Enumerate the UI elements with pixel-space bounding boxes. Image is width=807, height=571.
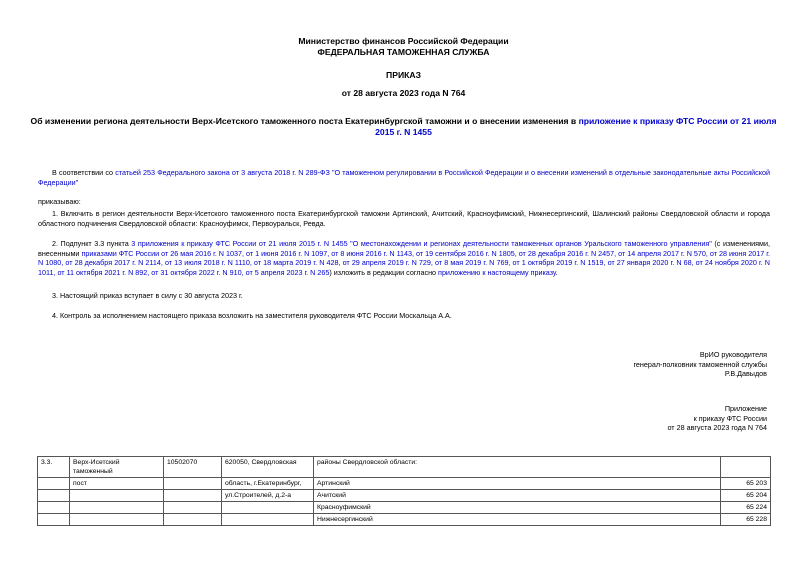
table-cell: 10502070 [164, 457, 222, 478]
document-type: ПРИКАЗ [386, 70, 421, 80]
table-cell [38, 514, 70, 526]
preamble-text: В соответствии со [52, 168, 116, 177]
table-cell: 3.3. [38, 457, 70, 478]
table-cell: 620050, Свердловская [222, 457, 314, 478]
table-cell [70, 490, 164, 502]
appendix-order-link[interactable]: 3 приложения к приказу ФТС России от 21 июля 2015 г. N 1455 "О местонахождении и регионах деятельности таможенных органов Уральского таможенного управления" [131, 239, 712, 248]
table-cell [70, 514, 164, 526]
signature-rank: генерал-полковник таможенной службы [633, 359, 767, 369]
table-row [38, 490, 771, 502]
signature-position: ВрИО руководителя [699, 350, 767, 359]
table-cell: 65 224 [721, 502, 771, 514]
item-2-text-b: (с изменениями, внесенными [38, 239, 770, 258]
appendix-ref: к приказу ФТС России [693, 413, 767, 423]
table-cell: Ачитский [314, 490, 721, 502]
item-2-text-c: ) изложить в редакции согласно [329, 268, 439, 278]
service-name: ФЕДЕРАЛЬНАЯ ТАМОЖЕННАЯ СЛУЖБА [317, 47, 490, 57]
amending-orders-link[interactable]: приказами ФТС России от 26 мая 2016 г. N 1037, от 1 июня 2016 г. N 1097, от 8 июня 2016 г. N 1143, от 19 сентября 2016 г. N 1805, от 28 декабря 2016 г. N 2457, от 14 апреля 2017 г. N 570, от 28 июня 2017 г. N 1080, от 28 декабря 2017 г. N 2114, от 13 июля 2018 г. N 1110, от 18 марта 2019 г. N 428, от 29 апреля 2019 г. N 729, от 8 мая 2019 г. N 769, от 1 октября 2019 г. N 1519, от 27 января 2020 г. N 68, от 24 ноября 2020 г. N 1011, от 11 октября 2021 г. N 892, от 31 октября 2022 г. N 910, от 5 апреля 2023 г. N 265 [38, 248, 770, 278]
signature-block [467, 350, 767, 379]
table-cell [38, 490, 70, 502]
table-cell: районы Свердловской области: [314, 457, 721, 478]
table-row [38, 502, 771, 514]
paragraph-order: приказываю: [38, 197, 81, 206]
table-cell [222, 514, 314, 526]
ministry-name: Министерство финансов Российской Федерации [298, 36, 509, 46]
item-2-text-d: . [555, 268, 558, 278]
table-cell: 65 203 [721, 478, 771, 490]
table-cell [164, 514, 222, 526]
table-cell: Верх-Исетский таможенный [70, 457, 164, 478]
table-cell [38, 478, 70, 490]
table-cell: Нижнесергинский [314, 514, 721, 526]
table-row [38, 514, 771, 526]
table-cell [70, 502, 164, 514]
paragraph-item-1: 1. Включить в регион деятельности Верх-Исетского таможенного поста Екатеринбургской таможни Артинский, Ачитский, Красноуфимский, Нижнесергинский, Шалинский районы Свердловской области и города областного подчинения Свердловской области: Красноуфимск, Первоуральск, Ревда. [38, 209, 770, 228]
table-cell [164, 478, 222, 490]
table-cell: Артинский [314, 478, 721, 490]
item-2-text-a: 2. Подпункт 3.3 пункта [52, 239, 132, 248]
table-cell [38, 502, 70, 514]
paragraph-item-4: 4. Контроль за исполнением настоящего приказа возложить на заместителя руководителя ФТС России Москальца А.А. [52, 311, 452, 320]
table-cell: Красноуфимский [314, 502, 721, 514]
appendix-date: от 28 августа 2023 года N 764 [667, 423, 767, 433]
title-link[interactable]: приложение к приказу ФТС России от 21 июля 2015 г. N 1455 [375, 116, 777, 137]
table-cell: пост [70, 478, 164, 490]
document-title [30, 116, 777, 138]
title-text: Об изменении региона деятельности Верх-Исетского таможенного поста Екатеринбургской таможни и о внесении изменения в [30, 116, 579, 126]
table-cell: область, г.Екатеринбург, [222, 478, 314, 490]
table-cell [164, 502, 222, 514]
table-cell [164, 490, 222, 502]
document-header [0, 36, 807, 58]
signature-name: Р.В.Давыдов [724, 369, 767, 379]
table-row [38, 478, 771, 490]
table-cell: ул.Строителей, д.2-а [222, 490, 314, 502]
appendix-link[interactable]: приложению к настоящему приказу [438, 268, 556, 278]
appendix-label: Приложение [724, 404, 767, 413]
table-cell: 65 228 [721, 514, 771, 526]
table-cell [222, 502, 314, 514]
appendix-table [37, 456, 771, 526]
paragraph-item-2 [38, 239, 770, 278]
table-cell: 65 204 [721, 490, 771, 502]
table-cell [721, 457, 771, 478]
document-date: от 28 августа 2023 года N 764 [341, 88, 466, 98]
paragraph-preamble [38, 168, 770, 187]
law-link[interactable]: статьей 253 Федерального закона от 3 августа 2018 г. N 289-ФЗ "О таможенном регулировании в Российской Федерации и о внесении изменений в отдельные законодательные акты Российской Федерации" [38, 168, 771, 187]
appendix-heading [467, 404, 767, 433]
paragraph-item-3: 3. Настоящий приказ вступает в силу с 30 августа 2023 г. [52, 291, 243, 300]
table-row [38, 457, 771, 478]
